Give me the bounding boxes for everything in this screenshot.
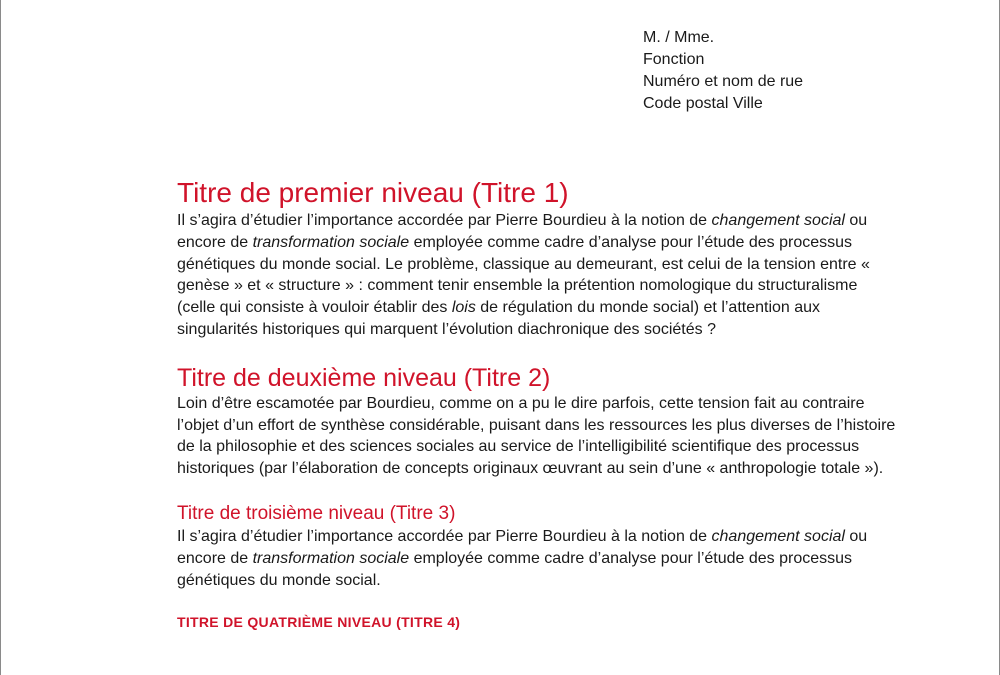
paragraph-text: employée comme cadre d’analyse pour l’étude des processus génétiques du monde social. (177, 549, 853, 589)
paragraph-text: ou encore de (177, 527, 868, 567)
paragraph-section-3 (177, 526, 897, 591)
address-line-function: Fonction (643, 51, 705, 68)
italic-term: transformation sociale (252, 233, 410, 251)
paragraph-text: employée comme cadre d’analyse pour l’étude des processus génétiques du monde social. Le problème, classique au demeurant, est celui de la tension entre « genèse » et « structure » : comment tenir ensemble la prétention nomologique du structuralisme (celle qui consiste à vouloir établir des (177, 233, 870, 317)
document-body (177, 176, 897, 631)
italic-term: changement social (711, 212, 845, 229)
heading-level-4: TITRE DE QUATRIÈME NIVEAU (TITRE 4) (177, 614, 461, 631)
recipient-address-block (643, 27, 803, 115)
heading-level-2: Titre de deuxième niveau (Titre 2) (177, 363, 551, 392)
italic-term: lois (451, 299, 476, 317)
italic-term: transformation sociale (252, 549, 410, 567)
address-line-street: Numéro et nom de rue (643, 73, 804, 90)
paragraph-text: Il s’agira d’étudier l’importance accordée par Pierre Bourdieu à la notion de (177, 527, 712, 545)
address-line-name: M. / Mme. (643, 29, 715, 46)
heading-level-3: Titre de troisième niveau (Titre 3) (177, 502, 456, 524)
italic-term: changement social (711, 527, 845, 545)
paragraph-section-1 (177, 210, 897, 341)
paragraph-text: Il s’agira d’étudier l’importance accordée par Pierre Bourdieu à la notion de (177, 212, 712, 229)
paragraph-text: ou encore de (177, 212, 868, 251)
heading-level-1: Titre de premier niveau (Titre 1) (177, 177, 569, 208)
paragraph-text: de régulation du monde social) et l’attention aux singularités historiques qui marquent l’évolution diachronique des sociétés ? (177, 299, 821, 338)
address-line-city: Code postal Ville (643, 95, 763, 112)
paragraph-section-2: Loin d’être escamotée par Bourdieu, comme on a pu le dire parfois, cette tension fait au contraire l’objet d’un effort de synthèse considérable, puisant dans les ressources les plus diverses de l’histoire de la philosophie et des sciences sociales au service de l’intelligibilité scientifique des processus historiques (par l’élaboration de concepts originaux œuvrant au sein d’une « anthropologie totale »). (177, 394, 896, 478)
